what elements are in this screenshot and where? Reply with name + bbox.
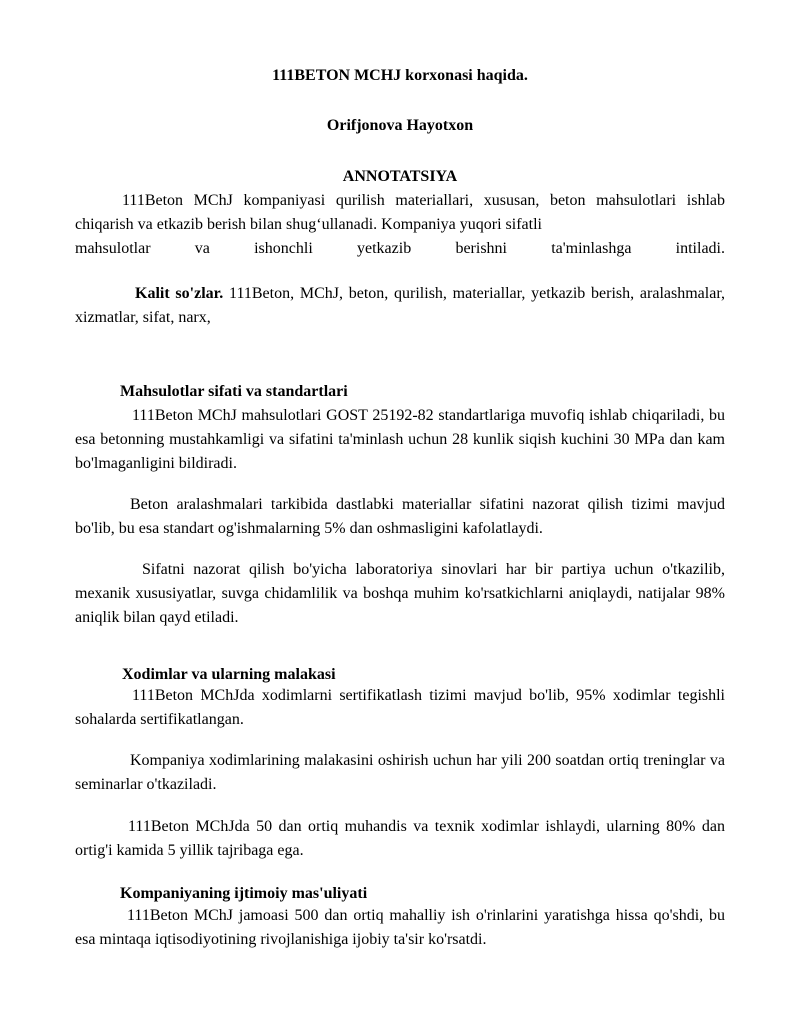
social-paragraph-1: 111Beton MChJ jamoasi 500 dan ortiq mahalliy ish o'rinlarini yaratishga hissa qo'shdi, bu esa mintaqa iqtisodiyotining rivojlanishiga ijobiy ta'sir ko'rsatdi. bbox=[75, 907, 725, 948]
staff-paragraph-2: Kompaniya xodimlarining malakasini oshirish uchun har yili 200 soatdan ortiq treninglar va seminarlar o'tkaziladi. bbox=[75, 752, 725, 793]
annotation-heading: ANNOTATSIYA bbox=[342, 168, 458, 185]
staff-paragraph-3: 111Beton MChJda 50 dan ortiq muhandis va texnik xodimlar ishlaydi, ularning 80% dan ortig'i kamida 5 yillik tajribaga ega. bbox=[75, 818, 725, 859]
keywords-label: Kalit so'zlar. bbox=[135, 285, 224, 302]
section-heading-staff: Xodimlar va ularning malakasi bbox=[122, 666, 336, 683]
keywords-text: 111Beton, MChJ, beton, qurilish, materiallar, yetkazib berish, aralashmalar, xizmatlar, sifat, narx, bbox=[75, 285, 726, 326]
document-title: 111BETON MCHJ korxonasi haqida. bbox=[272, 67, 528, 84]
annotation-paragraph: 111Beton MChJ kompaniyasi qurilish materiallari, xususan, beton mahsulotlari ishlab chiqarish va etkazib berish bilan shug‘ullanadi. Kompaniya yuqori sifatli bbox=[75, 192, 725, 233]
author-name: Orifjonova Hayotxon bbox=[326, 117, 474, 134]
annotation-paragraph-last-line: mahsulotlar va ishonchli yetkazib berishni ta'minlashga intiladi. bbox=[75, 240, 725, 257]
staff-paragraph-1: 111Beton MChJda xodimlarni sertifikatlash tizimi mavjud bo'lib, 95% xodimlar tegishli sohalarda sertifikatlangan. bbox=[75, 687, 725, 728]
quality-paragraph-3: Sifatni nazorat qilish bo'yicha laboratoriya sinovlari har bir partiya uchun o'tkazilib, mexanik xususiyatlar, suvga chidamlilik va boshqa muhim ko'rsatkichlarni aniqlaydi, natijalar 98% aniqlik bilan qayd etiladi. bbox=[75, 561, 725, 626]
section-heading-quality: Mahsulotlar sifati va standartlari bbox=[120, 383, 348, 400]
keywords-paragraph bbox=[75, 282, 725, 330]
quality-paragraph-2: Beton aralashmalari tarkibida dastlabki materiallar sifatini nazorat qilish tizimi mavjud bo'lib, bu esa standart og'ishmalarning 5% dan oshmasligini kafolatlaydi. bbox=[75, 496, 725, 537]
quality-paragraph-1: 111Beton MChJ mahsulotlari GOST 25192-82 standartlariga muvofiq ishlab chiqariladi, bu esa betonning mustahkamligi va sifatini ta'minlash uchun 28 kunlik siqish kuchini 30 MPa dan kam bo'lmaganligini bildiradi. bbox=[75, 407, 725, 472]
section-heading-social: Kompaniyaning ijtimoiy mas'uliyati bbox=[120, 885, 368, 902]
